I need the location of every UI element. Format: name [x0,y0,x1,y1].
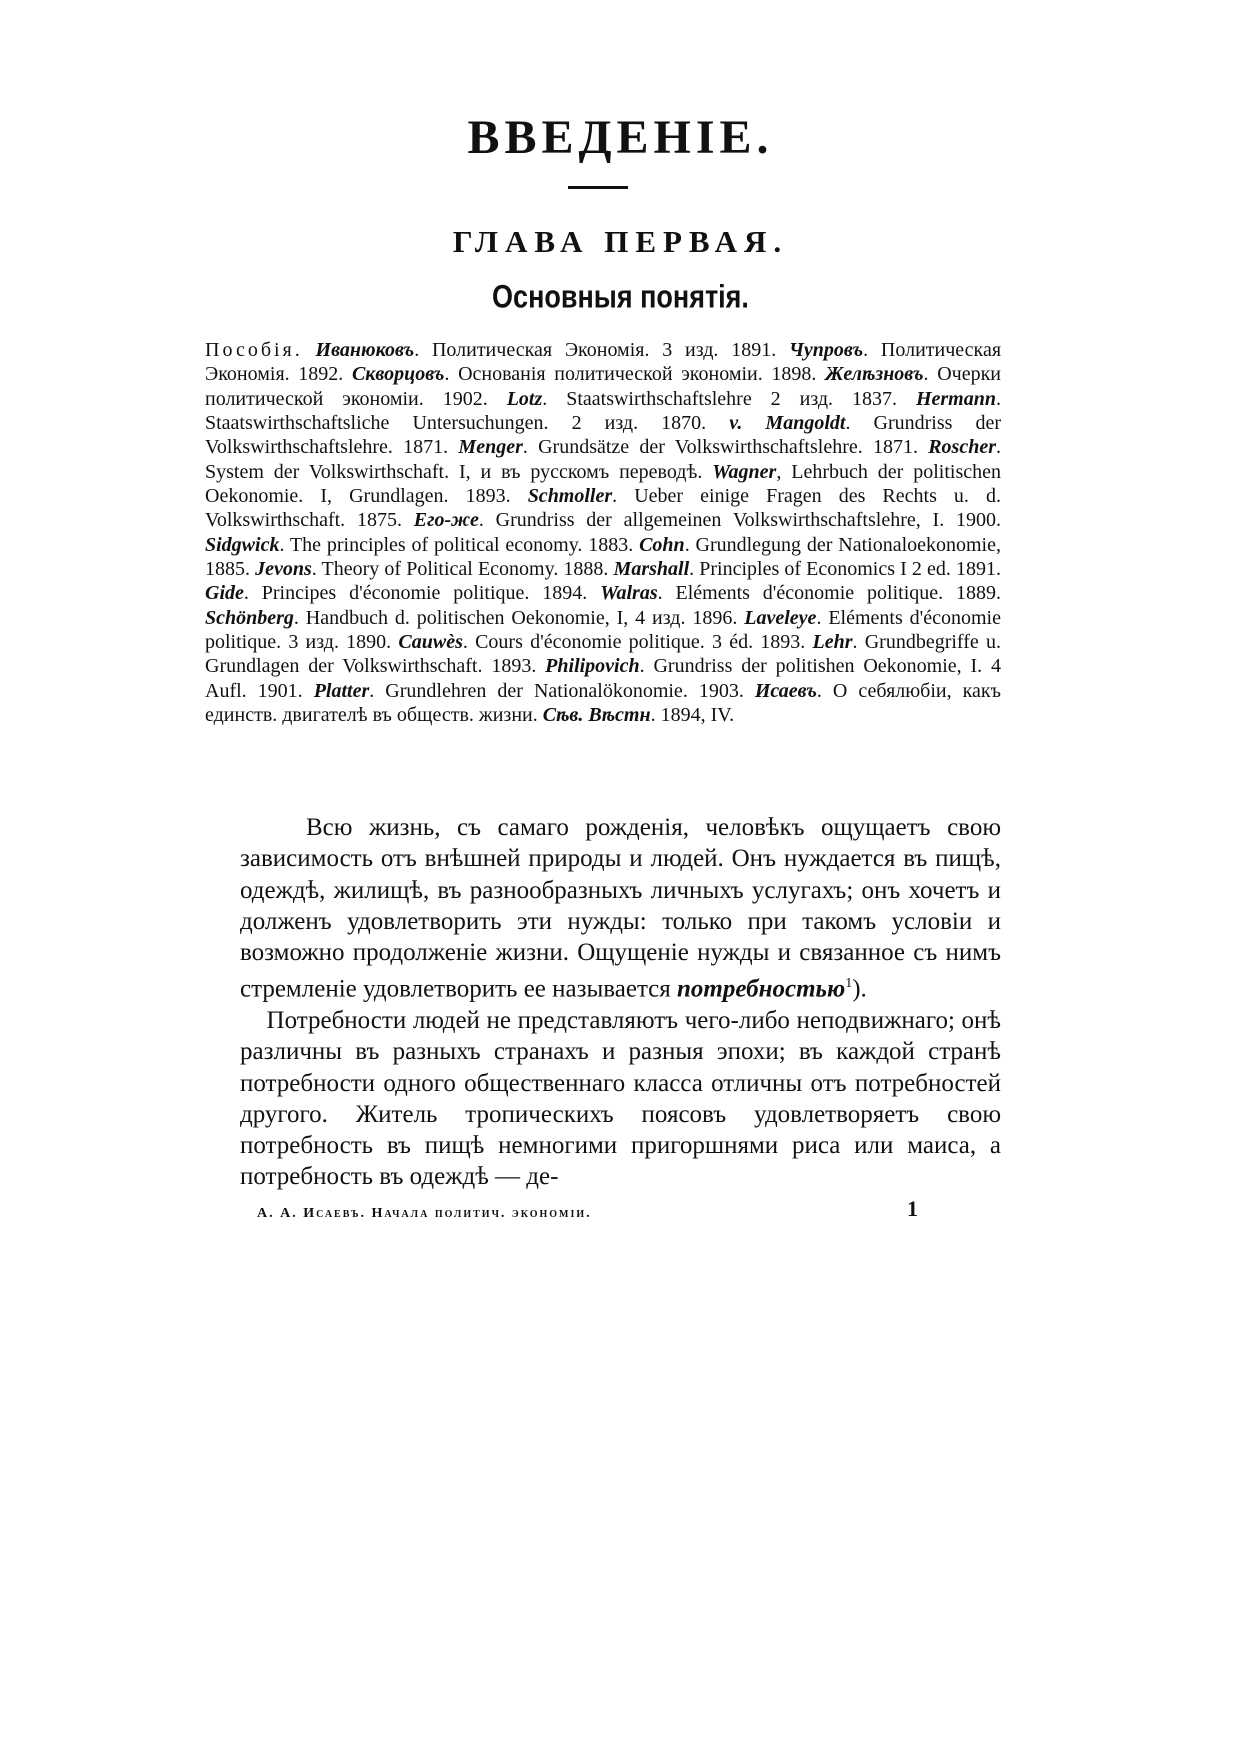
bib-entry: . Grundlegung der Nationaloekonomie, 1885. [205,533,1001,581]
bib-author: Roscher [928,436,996,459]
bib-entry: . Политическая Экономія. 3 изд. 1891. [414,339,789,361]
running-footer: А. А. Исаевъ. Начала политич. экономіи. [257,1206,592,1221]
paragraph-text: Всю жизнь, съ самаго рожденія, человѣкъ ощущаетъ свою зависимость отъ внѣшней природы и людей. Онъ нуждается въ пищѣ, одеждѣ, жилищѣ, въ разнообразныхъ личныхъ услугахъ; онъ хочетъ и долженъ удовлетворить эти нужды: только при такомъ условіи и возможно продолженіе жизни. Ощущеніе нужды и связанное съ нимъ стремленіе удовлетворить ее называется [240,814,1001,1003]
bib-entry: . Grundbegriffe u. Grundlagen der Volkswirthschaft. 1893. [205,631,1001,678]
bib-author: Schönberg [205,606,294,629]
bib-entry: . Eléments d'économie politique. 1889. [657,582,1002,605]
bib-author: Иванюковъ [315,339,415,361]
term-emphasis: потребностью [677,975,846,1003]
bib-entry: . Grundriss der Volkswirthschaftslehre. 1871. [205,412,1001,459]
bib-author: Philipovich [545,655,640,678]
bib-author: Сѣв. Вѣстн [542,704,651,727]
bib-author: Marshall [613,558,690,581]
bib-author: Walras [600,582,658,605]
footnote-marker: 1 [845,976,853,992]
bib-entry: . О себялюбіи, какъ единств. двигателѣ въ обществ. жизни. [205,679,1001,727]
bib-author: Желѣзновъ [825,363,924,386]
body-paragraph [240,812,1001,1005]
bib-entry: . System der Volkswirthschaft. I, и въ русскомъ переводѣ. [205,436,1001,483]
bib-entry: . 1894, IV. [650,704,735,727]
bib-entry: . Очерки политической экономіи. 1902. [205,363,1001,410]
bib-entry: . Grundriss der politishen Oekonomie, I. 4 Aufl. 1901. [205,655,1002,702]
bib-author: Cauwès [398,631,463,654]
bib-author: Lotz [506,387,543,410]
bib-author: Скворцовъ [351,363,445,386]
bib-entry: . Основанія политической экономіи. 1898. [444,363,826,386]
bib-entry: . Eléments d'économie politique. 3 изд. 1890. [205,606,1001,654]
title-divider [568,186,628,189]
section-heading: Основныя понятія. [492,278,749,315]
bib-entry: . Ueber einige Fragen des Rechts u. d. Volkswirthschaft. 1875. [205,485,1002,532]
bib-author: Его-же [413,509,479,532]
body-paragraph [240,1005,1001,1193]
bib-entry: , Lehrbuch der politischen Oekonomie. I, Grundlagen. 1893. [205,460,1001,508]
bib-author: Исаевъ [754,679,817,702]
bib-entry: . Grundlehren der Nationalökonomie. 1903. [369,679,755,702]
paragraph-end: ). [852,975,867,1003]
bib-author: Laveleye [744,606,817,629]
chapter-heading: ГЛАВА ПЕРВАЯ. [452,224,789,259]
bib-author: Cohn [639,533,685,556]
paragraph-text: Потребности людей не представляютъ чего-либо неподвижнаго; онѣ различны въ разныхъ странахъ и разныя эпохи; въ каждой странѣ потребности одного общественнаго класса отличны отъ потребностей другого. Житель тропическихъ поясовъ удовлетворяетъ свою потребность въ пищѣ немногими пригоршнями риса или маиса, а потребность въ одеждѣ — де- [240,1007,1001,1191]
bib-author: Sidgwick [205,533,280,556]
bib-entry: . Cours d'économie politique. 3 éd. 1893. [462,631,813,654]
bib-entry: . Theory of Political Economy. 1888. [311,558,614,581]
bibliography-lead: Пособія. [205,339,303,361]
page-number: 1 [907,1196,918,1221]
bib-author: Menger [458,436,523,459]
bib-entry: . Handbuch d. politischen Oekonomie, I, 4 изд. 1896. [293,606,745,629]
bib-author: Hermann [915,387,996,410]
bib-author: Lehr [812,631,853,654]
bib-entry: . Grundsätze der Volkswirthschaftslehre. 1871. [522,436,929,459]
bib-entry: . Principles of Economics I 2 ed. 1891. [689,558,1001,581]
bibliography [205,338,1001,728]
bib-author: Чупровъ [788,339,864,361]
bib-author: Gide [205,582,244,605]
bib-entry: . Staatswirthschaftslehre 2 изд. 1837. [542,387,916,410]
bib-entry: . Grundriss der allgemeinen Volkswirthschaftslehre, I. 1900. [478,509,1001,532]
bib-author: Platter [313,679,370,702]
bib-author: Jevons [255,558,312,581]
bib-author: Wagner [712,460,777,483]
page-title: ВВЕДЕНІЕ. [467,111,774,164]
bib-entry: . Staatswirthschaftsliche Untersuchungen. 2 изд. 1870. [205,387,1001,435]
bib-author: Schmoller [527,485,613,508]
bib-entry: . Политическая Экономія. 1892. [205,339,1002,386]
bib-author: v. Mangoldt [729,412,846,435]
bib-entry: . The principles of political economy. 1883. [279,533,640,556]
bib-entry: . Principes d'économie politique. 1894. [243,582,601,605]
